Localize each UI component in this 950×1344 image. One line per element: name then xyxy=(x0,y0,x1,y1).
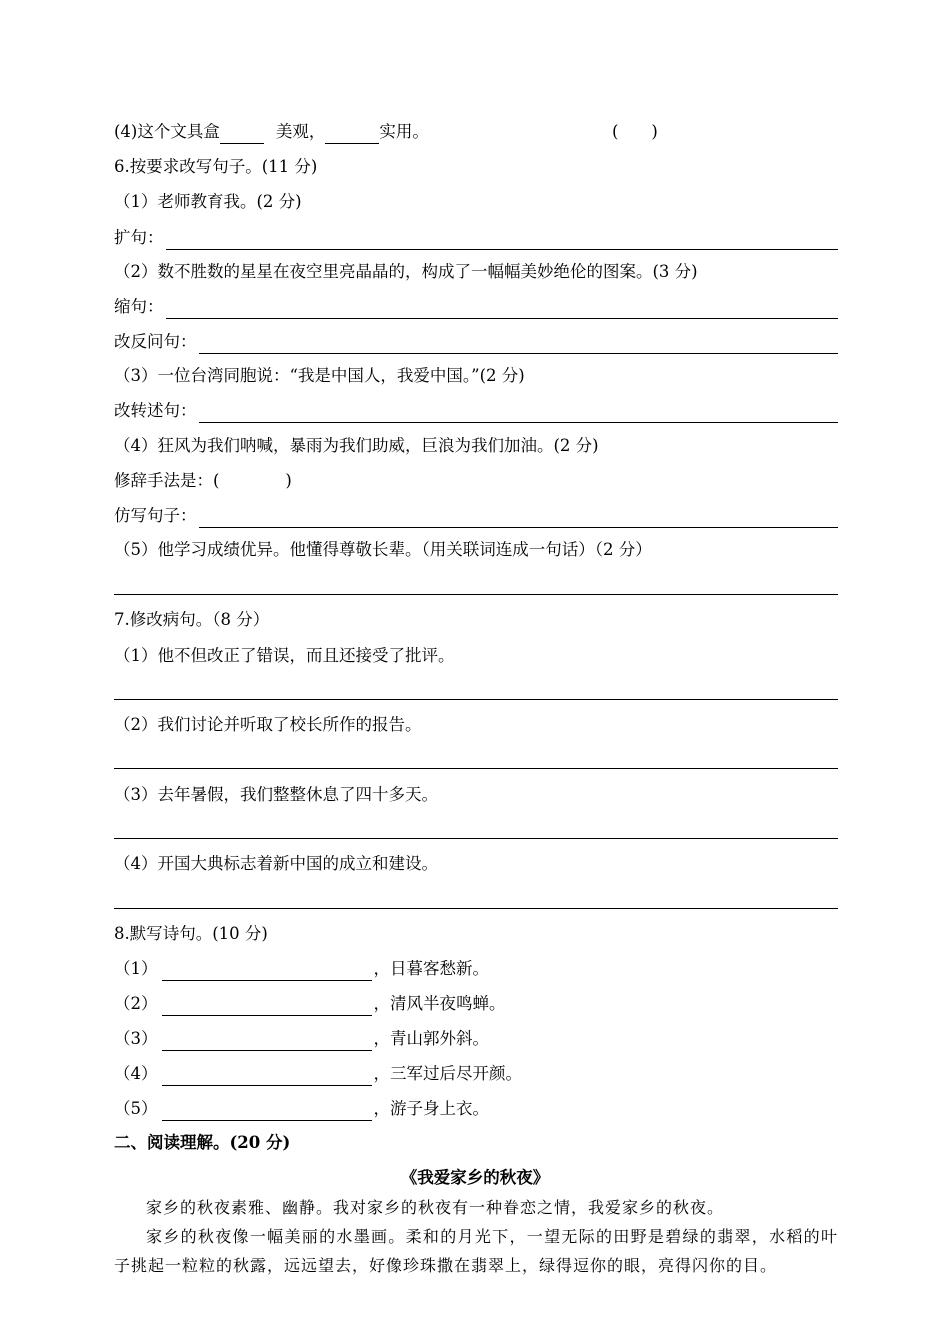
q8-heading: 8.默写诗句。(10 分) xyxy=(114,924,268,943)
q8-item-3 xyxy=(114,1027,838,1051)
q6-heading: 6.按要求改写句子。(11 分) xyxy=(114,157,318,176)
q7-item-3: （3）去年暑假，我们整整休息了四十多天。 xyxy=(114,785,438,804)
q8-item-2-tail: ，清风半夜鸣蝉。 xyxy=(373,994,506,1013)
passage-paragraph-1: 家乡的秋夜素雅、幽静。我对家乡的秋夜有一种眷恋之情，我爱家乡的秋夜。 xyxy=(146,1198,725,1217)
q6-s5-answer-line[interactable] xyxy=(114,594,838,595)
q6-s4-answer-line-b[interactable] xyxy=(199,509,839,528)
q7-item-1: （1）他不但改正了错误，而且还接受了批评。 xyxy=(114,646,455,665)
q8-item-5-blank[interactable] xyxy=(162,1102,372,1121)
q8-item-3-blank[interactable] xyxy=(162,1032,372,1051)
q7-item-2-answer-line[interactable] xyxy=(114,768,838,769)
q8-item-5 xyxy=(114,1097,838,1121)
q8-item-4-blank[interactable] xyxy=(162,1067,372,1086)
q6-s3-label: 改转述句： xyxy=(114,401,197,420)
q6-s2: （2）数不胜数的星星在夜空里亮晶晶的，构成了一幅幅美妙绝伦的图案。(3 分) xyxy=(114,262,698,281)
q5-item4-answer-bracket[interactable]: ( ) xyxy=(612,122,658,141)
q8-item-1-blank[interactable] xyxy=(162,962,372,981)
q6-s4: （4）狂风为我们呐喊，暴雨为我们助威，巨浪为我们加油。(2 分) xyxy=(114,436,599,455)
q7-item-4-answer-line[interactable] xyxy=(114,908,838,909)
q6-s2-answer-line-b[interactable] xyxy=(199,335,839,354)
q5-item4-text-c: 实用。 xyxy=(379,122,429,141)
q7-item-3-answer-line[interactable] xyxy=(114,838,838,839)
q8-item-4-tail: ，三军过后尽开颜。 xyxy=(373,1064,522,1083)
q8-item-4-num: （4） xyxy=(114,1064,158,1083)
q8-item-3-num: （3） xyxy=(114,1029,158,1048)
q8-item-5-num: （5） xyxy=(114,1099,158,1118)
q8-item-3-tail: ，青山郭外斜。 xyxy=(373,1029,489,1048)
q5-item4-text-b: 美观， xyxy=(275,122,326,141)
passage-paragraph-2: 家乡的秋夜像一幅美丽的水墨画。柔和的月光下，一望无际的田野是碧绿的翡翠，水稻的叶子挑起一粒粒的秋露，远远望去，好像珍珠撒在翡翠上，绿得逗你的眼，亮得闪你的目。 xyxy=(114,1227,838,1275)
q8-item-1-tail: ，日暮客愁新。 xyxy=(373,959,489,978)
q6-s1-answer xyxy=(114,226,838,250)
q5-item4-text-a: (4)这个文具盒 xyxy=(114,122,220,141)
q8-item-2-num: （2） xyxy=(114,994,158,1013)
q6-s3-answer-line[interactable] xyxy=(199,404,839,423)
q6-s4-label-b: 仿写句子： xyxy=(114,506,197,525)
q8-item-5-tail: ，游子身上衣。 xyxy=(373,1099,489,1118)
section2-heading: 二、阅读理解。(20 分) xyxy=(114,1133,291,1152)
q6-s3-answer xyxy=(114,399,838,423)
q6-s1: （1）老师教育我。(2 分) xyxy=(114,192,302,211)
q5-item4-blank-2[interactable] xyxy=(325,125,379,144)
q6-s2-label-b: 改反问句： xyxy=(114,332,197,351)
q7-item-1-answer-line[interactable] xyxy=(114,699,838,700)
q5-item4-blank-1[interactable] xyxy=(220,125,264,144)
q6-s1-answer-line[interactable] xyxy=(166,231,839,250)
q6-s2-label-a: 缩句： xyxy=(114,297,164,316)
q8-item-1-num: （1） xyxy=(114,959,158,978)
q7-heading: 7.修改病句。（8 分） xyxy=(114,610,270,629)
q6-s2-answer-line-a[interactable] xyxy=(166,300,839,319)
q6-s1-label: 扩句： xyxy=(114,228,164,247)
q7-item-2: （2）我们讨论并听取了校长所作的报告。 xyxy=(114,715,422,734)
q6-s4-answer-a[interactable]: 修辞手法是：( ) xyxy=(114,471,292,490)
passage-title: 《我爱家乡的秋夜》 xyxy=(400,1168,550,1187)
q5-item4 xyxy=(114,120,838,144)
q8-item-1 xyxy=(114,957,838,981)
q8-item-2 xyxy=(114,992,838,1016)
q8-item-2-blank[interactable] xyxy=(162,997,372,1016)
q6-s3: （3）一位台湾同胞说：“我是中国人，我爱中国。”(2 分) xyxy=(114,366,525,385)
q8-item-4 xyxy=(114,1062,838,1086)
q6-s4-answer-b xyxy=(114,504,838,528)
q6-s2-answer-b xyxy=(114,330,838,354)
q6-s2-answer-a xyxy=(114,295,838,319)
q7-item-4: （4）开国大典标志着新中国的成立和建设。 xyxy=(114,854,438,873)
q6-s5: （5）他学习成绩优异。他懂得尊敬长辈。（用关联词连成一句话）（2 分） xyxy=(114,540,652,559)
